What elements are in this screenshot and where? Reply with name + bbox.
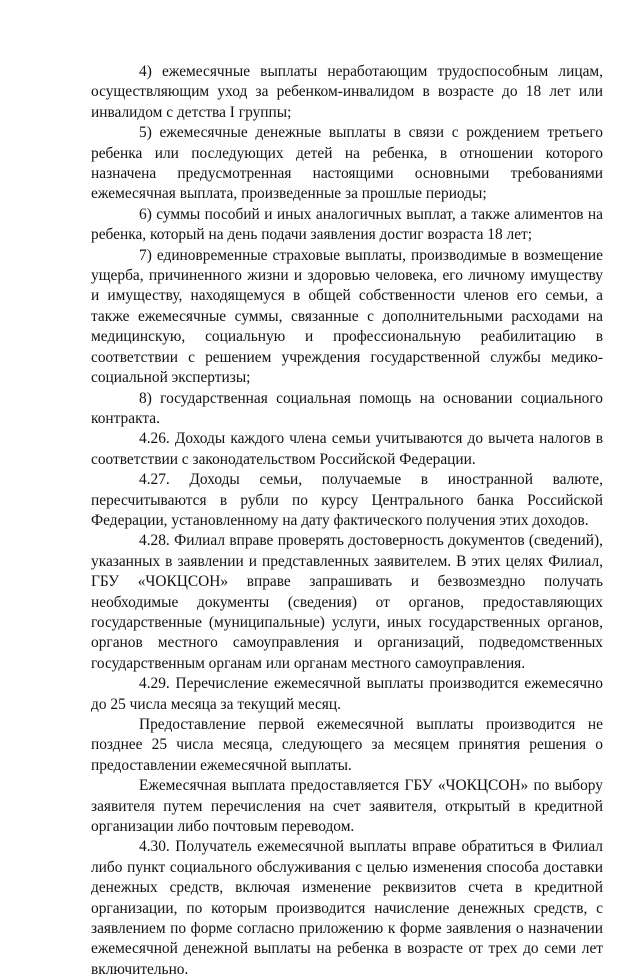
paragraph-section-4-27: 4.27. Доходы семьи, получаемые в иностранной валюте, пересчитываются в рубли по курсу Центрального банка Российской Федерации, установленному на дату фактического получения этих доходов. — [91, 471, 603, 529]
paragraph-first-payment: Предоставление первой ежемесячной выплаты производится не позднее 25 числа месяца, следующего за месяцем принятия решения о предоставлении ежемесячной выплаты. — [91, 716, 603, 774]
paragraph-item-5: 5) ежемесячные денежные выплаты в связи с рождением третьего ребенка или последующих детей на ребенка, в отношении которого назначена предусмотренная настоящими основными требованиями ежемесячная выплата, произведенные за прошлые периоды; — [91, 124, 603, 203]
paragraph-section-4-26: 4.26. Доходы каждого члена семьи учитываются до вычета налогов в соответствии с законодательством Российской Федерации. — [91, 430, 603, 468]
document-page — [91, 62, 603, 980]
paragraph-section-4-29: 4.29. Перечисление ежемесячной выплаты производится ежемесячно до 25 числа месяца за текущий месяц. — [91, 675, 603, 713]
paragraph-item-4: 4) ежемесячные выплаты неработающим трудоспособным лицам, осуществляющим уход за ребенком-инвалидом в возрасте до 18 лет или инвалидом с детства I группы; — [91, 63, 603, 121]
paragraph-item-8: 8) государственная социальная помощь на основании социального контракта. — [91, 389, 603, 427]
paragraph-item-6: 6) суммы пособий и иных аналогичных выплат, а также алиментов на ребенка, который на день подачи заявления достиг возраста 18 лет; — [91, 205, 603, 244]
paragraph-item-7: 7) единовременные страховые выплаты, производимые в возмещение ущерба, причиненного жизни и здоровью человека, его личному имуществу и имуществу, находящемуся в общей собственности членов его семьи, а также ежемесячные суммы, связанные с дополнительными расходами на медицинскую, социальную и профессиональную реабилитацию в соответствии с решением учреждения государственной службы медико-социальной экспертизы; — [91, 246, 603, 387]
paragraph-payment-method: Ежемесячная выплата предоставляется ГБУ «ЧОКЦСОН» по выбору заявителя путем перечисления на счет заявителя, открытый в кредитной организации либо почтовым переводом. — [91, 777, 603, 836]
paragraph-section-4-28: 4.28. Филиал вправе проверять достоверность документов (сведений), указанных в заявлении и представленных заявителем. В этих целях Филиал, ГБУ «ЧОКЦСОН» вправе запрашивать и безвозмездно получать необходимые документы (сведения) от органов, предоставляющих государственные (муниципальные) услуги, иных государственных органов, органов местного самоуправления и организаций, подведомственных государственным органам или органам местного самоуправления. — [91, 532, 603, 672]
paragraph-section-4-30: 4.30. Получатель ежемесячной выплаты вправе обратиться в Филиал либо пункт социального обслуживания с целью изменения способа доставки денежных средств, включая изменение реквизитов счета в кредитной организации, по которым производится начисление денежных средств, с заявлением по форме согласно приложению к форме заявления о назначении ежемесячной денежной выплаты на ребенка в возрасте от трех до семи лет включительно. — [91, 838, 603, 978]
